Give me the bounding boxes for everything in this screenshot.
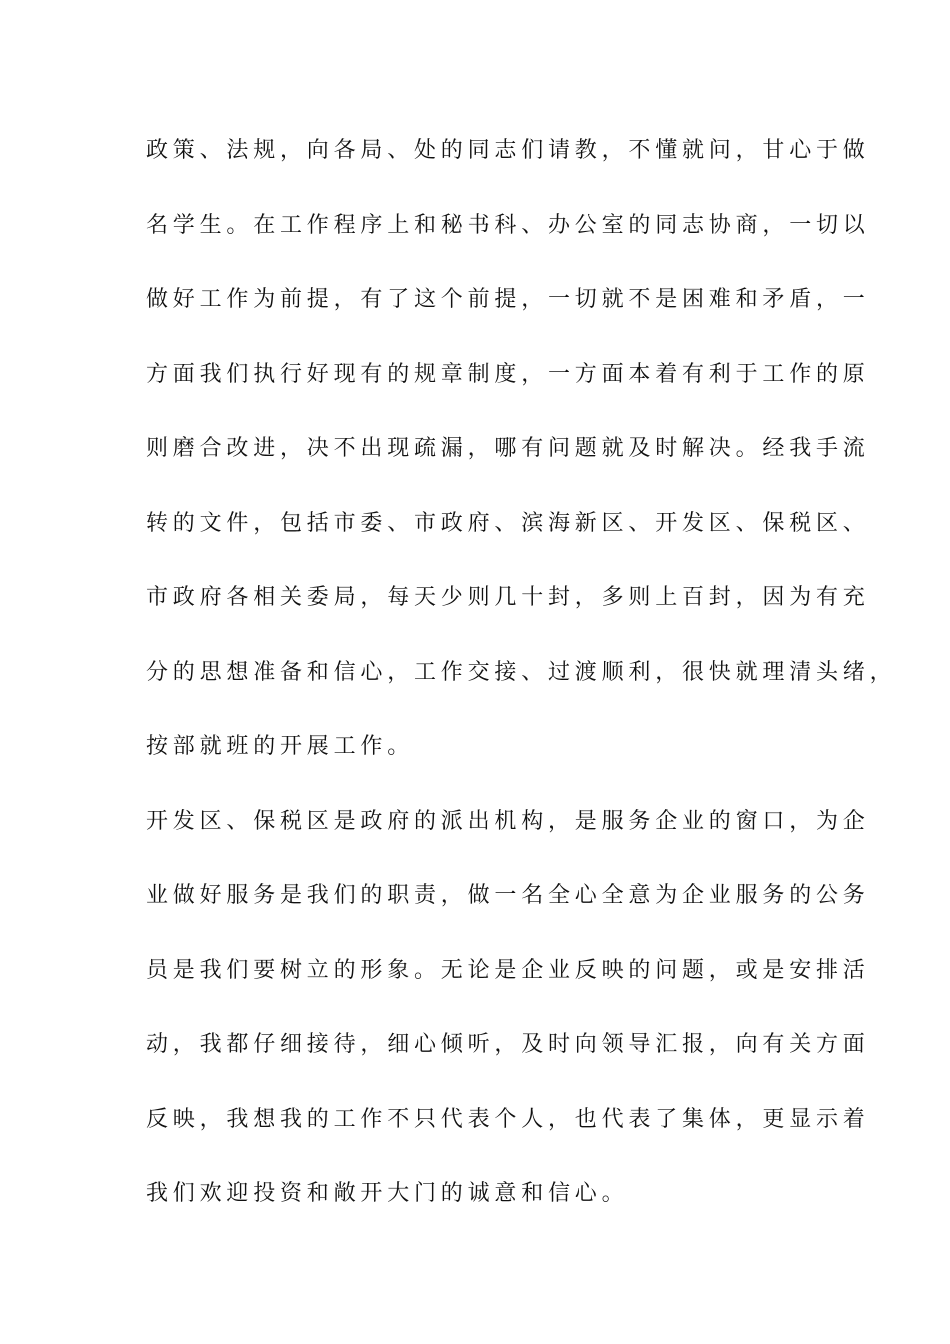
text-line: 转的文件，包括市委、市政府、滨海新区、开发区、保税区、 [146,510,870,536]
text-line: 我们欢迎投资和敞开大门的诚意和信心。 [146,1181,629,1206]
text-line: 分的思想准备和信心，工作交接、过渡顺利，很快就理清头绪， [146,659,897,685]
text-line: 名学生。在工作程序上和秘书科、办公室的同志协商，一切以 [146,212,870,238]
text-line: 动，我都仔细接待，细心倾听，及时向领导汇报，向有关方面 [146,1032,870,1057]
text-line: 业做好服务是我们的职责，做一名全心全意为企业服务的公务 [146,883,870,908]
text-line: 按部就班的开展工作。 [146,734,415,759]
text-line: 方面我们执行好现有的规章制度，一方面本着有利于工作的原 [146,361,870,387]
text-line: 政策、法规，向各局、处的同志们请教，不懂就问，甘心于做 [146,138,870,163]
body-text [146,129,897,1247]
text-line: 反映，我想我的工作不只代表个人，也代表了集体，更显示着 [146,1106,870,1132]
text-line: 员是我们要树立的形象。无论是企业反映的问题，或是安排活 [146,957,870,983]
text-line: 市政府各相关委局，每天少则几十封，多则上百封，因为有充 [146,585,870,610]
text-line: 开发区、保税区是政府的派出机构，是服务企业的窗口，为企 [146,808,870,834]
text-line: 做好工作为前提，有了这个前提，一切就不是困难和矛盾，一 [146,287,870,312]
text-line: 则磨合改进，决不出现疏漏，哪有问题就及时解决。经我手流 [146,436,870,461]
